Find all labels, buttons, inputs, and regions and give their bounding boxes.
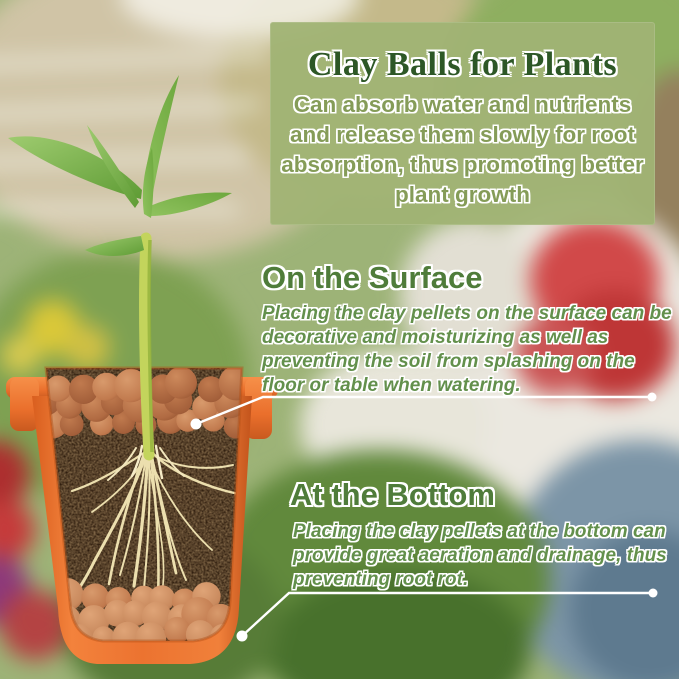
surface-leader-dot: [191, 419, 202, 430]
surface-body: Placing the clay pellets on the surface can be decorative and moisturizing as well as preventing the soil from splashing on the floor or table when watering.: [262, 303, 672, 396]
surface-leader-line: [196, 397, 652, 424]
bottom-body: Placing the clay pellets at the bottom can provide great aeration and drainage, thus preventing root rot.: [293, 521, 667, 590]
bottom-leader-line: [242, 593, 653, 636]
bottom-leader-dot: [237, 631, 248, 642]
page-title: Clay Balls for Plants: [307, 46, 618, 83]
surface-leader-dot: [648, 393, 657, 402]
page-subtitle: Can absorb water and nutrients and release them slowly for root absorption, thus promoting better plant growth: [281, 92, 644, 207]
bottom-leader-dot: [649, 589, 658, 598]
surface-heading: On the Surface: [262, 260, 483, 295]
bottom-heading: At the Bottom: [290, 477, 495, 512]
